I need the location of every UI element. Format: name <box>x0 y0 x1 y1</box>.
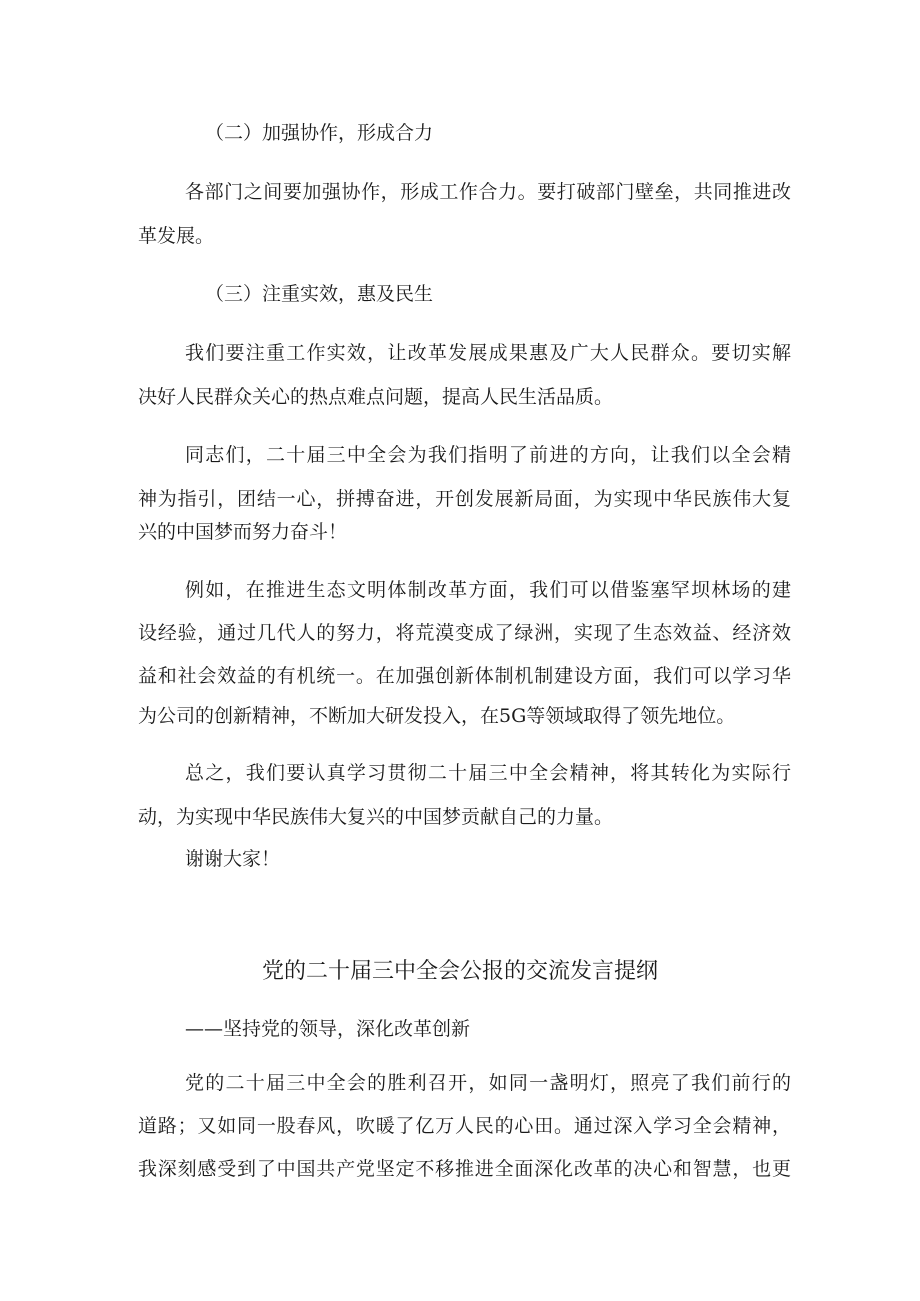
paragraph-1-line-2: 革发展。 <box>138 225 215 247</box>
paragraph-6-line-3: 我深刻感受到了中国共产党坚定不移推进全面深化改革的决心和智慧，也更 <box>138 1158 791 1180</box>
paragraph-5-line-2: 动，为实现中华民族伟大复兴的中国梦贡献自己的力量。 <box>138 806 614 828</box>
paragraph-3-line-1: 同志们，二十届三中全会为我们指明了前进的方向，让我们以全会精 <box>185 444 791 466</box>
paragraph-6-line-2: 道路；又如同一股春风，吹暖了亿万人民的心田。通过深入学习全会精神， <box>138 1115 791 1137</box>
section-heading-3: （三）注重实效，惠及民生 <box>205 283 434 305</box>
paragraph-5-line-1: 总之，我们要认真学习贯彻二十届三中全会精神，将其转化为实际行 <box>185 762 791 784</box>
paragraph-1-line-1: 各部门之间要加强协作，形成工作合力。要打破部门壁垒，共同推进改 <box>185 181 791 203</box>
paragraph-6-line-1: 党的二十届三中全会的胜利召开，如同一盏明灯，照亮了我们前行的 <box>185 1072 791 1094</box>
paragraph-4-line-1: 例如，在推进生态文明体制改革方面，我们可以借鉴塞罕坝林场的建 <box>185 579 791 601</box>
paragraph-3-line-2: 神为指引，团结一心，拼搏奋进，开创发展新局面，为实现中华民族伟大复 <box>138 488 791 510</box>
paragraph-4-line-3: 益和社会效益的有机统一。在加强创新体制机制建设方面，我们可以学习华 <box>138 665 791 687</box>
article-subtitle: ——坚持党的领导，深化改革创新 <box>185 1018 471 1040</box>
paragraph-3-line-3: 兴的中国梦而努力奋斗！ <box>138 521 348 543</box>
paragraph-4-line-2: 设经验，通过几代人的努力，将荒漠变成了绿洲，实现了生态效益、经济效 <box>138 622 791 644</box>
closing-thanks: 谢谢大家！ <box>185 848 281 870</box>
paragraph-2-line-2: 决好人民群众关心的热点难点问题，提高人民生活品质。 <box>138 386 614 408</box>
paragraph-4-line-4: 为公司的创新精神，不断加大研发投入，在5G等领域取得了领先地位。 <box>138 705 736 727</box>
paragraph-2-line-1: 我们要注重工作实效，让改革发展成果惠及广大人民群众。要切实解 <box>185 342 791 364</box>
section-heading-2: （二）加强协作，形成合力 <box>205 122 434 144</box>
article-title: 党的二十届三中全会公报的交流发言提纲 <box>261 959 658 984</box>
